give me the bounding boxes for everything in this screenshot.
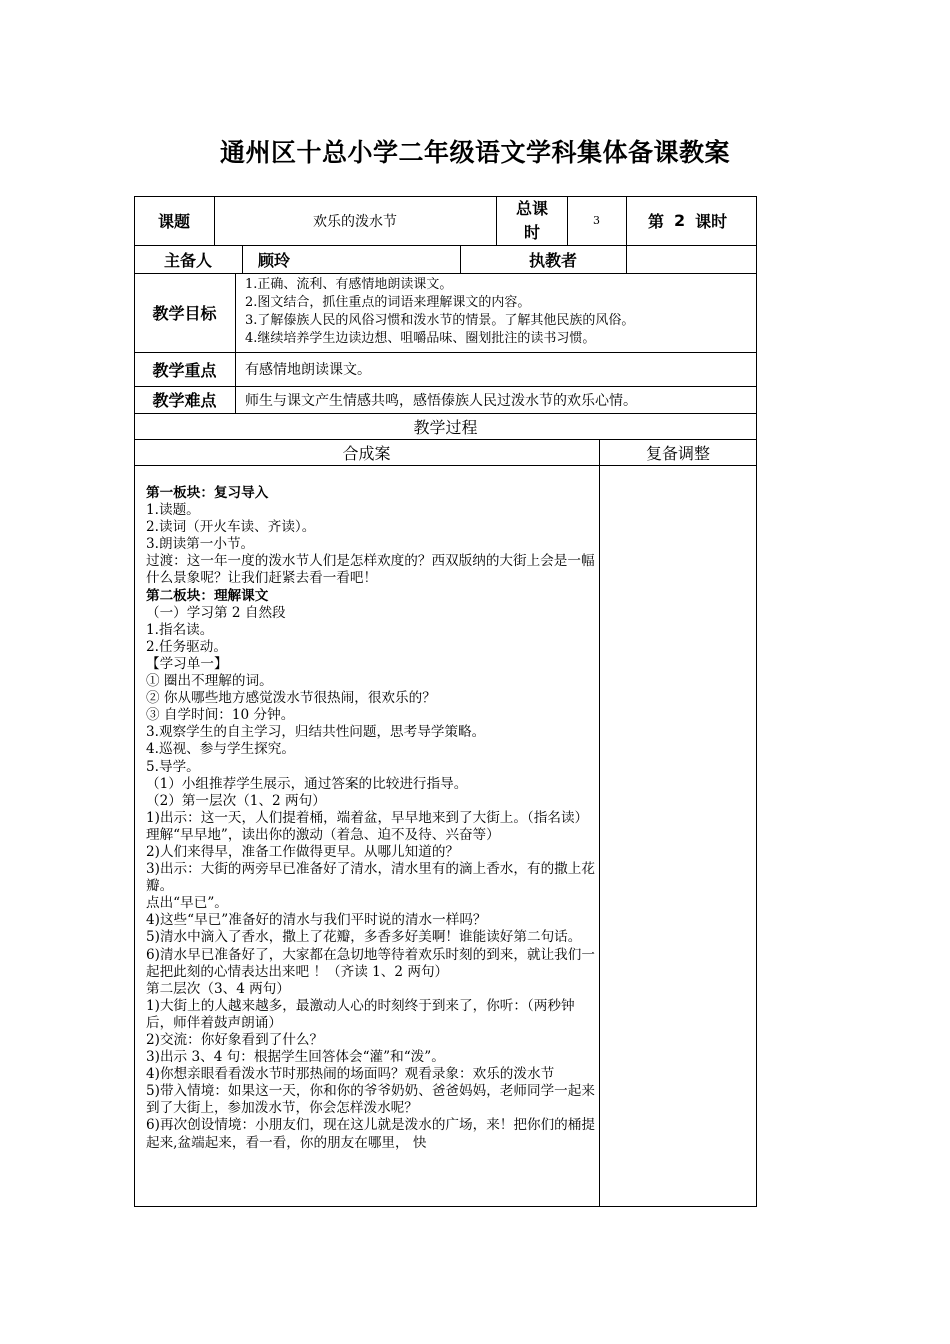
- total-lessons-value: 3: [593, 214, 600, 227]
- process-line: 2)人们来得早，准备工作做得更早。从哪儿知道的？: [146, 843, 460, 860]
- process-line: 3)出示 3、4 句：根据学生回答体会“灌”和“泼”。: [146, 1049, 445, 1066]
- process-line: 2.任务驱动。: [146, 638, 227, 655]
- process-line: 3.观察学生的自主学习，归结共性问题，思考导学策略。: [146, 724, 486, 741]
- process-line: 1)出示：这一天，人们提着桶，端着盆，早早地来到了大街上。（指名读）: [146, 809, 589, 826]
- process-line: 1.指名读。: [146, 621, 214, 638]
- section-heading: 第二板块：理解课文: [146, 587, 269, 604]
- process-line: 过渡：这一年一度的泼水节人们是怎样欢度的？西双版纳的大街上会是一幅什么景象呢？让我们赶紧去看一看吧！: [146, 553, 595, 587]
- preparer-value: 顾玲: [258, 250, 291, 270]
- section-heading: 第一板块：复习导入: [146, 485, 269, 501]
- col-divider: [599, 439, 600, 1207]
- process-content: [146, 485, 596, 1152]
- goal-item: 2.图文结合，抓住重点的词语来理解课文的内容。: [245, 295, 531, 310]
- column-combined-plan: 合成案: [342, 443, 391, 463]
- teacher-value: [626, 245, 757, 273]
- process-line: 4)这些“早已”准备好的清水与我们平时说的清水一样吗？: [146, 912, 487, 929]
- column-revision: 复备调整: [645, 443, 710, 463]
- process-line: 【学习单一】: [146, 655, 228, 672]
- process-line: 5)清水中滴入了香水，撒上了花瓣，多香多好美啊！谁能读好第二句话。: [146, 929, 582, 946]
- process-line: 5)带入情境：如果这一天，你和你的爷爷奶奶、爸爸妈妈，老师同学一起来到了大街上，参加泼水节，你会怎样泼水呢？: [146, 1083, 595, 1117]
- goals-label: 教学目标: [152, 304, 217, 323]
- process-line: ② 你从哪些地方感觉泼水节很热闹，很欢乐的？: [146, 690, 436, 707]
- preparer-label: 主备人: [163, 250, 212, 270]
- goal-item: 1.正确、流利、有感情地朗读课文。: [245, 277, 453, 292]
- row-divider: [134, 465, 757, 466]
- process-header: 教学过程: [413, 417, 478, 437]
- lesson-number: 第 2 课时: [648, 211, 728, 231]
- total-lessons-label: 总课时: [515, 199, 548, 242]
- process-line: 点出“早已”。: [146, 895, 228, 912]
- process-line: （一）学习第 2 自然段: [146, 604, 286, 621]
- process-line: 理解“早早地”，读出你的激动（着急、迫不及待、兴奋等）: [146, 826, 500, 843]
- topic-label: 课题: [157, 212, 190, 231]
- key-point-label: 教学重点: [152, 360, 217, 380]
- goals-list: [235, 272, 757, 352]
- process-line: 6)清水早已准备好了，大家都在急切地等待着欢乐时刻的到来，就让我们一起把此刻的心情表达出来吧 ！（齐读 1、2 两句）: [146, 946, 595, 980]
- difficulty-value: 师生与课文产生情感共鸣，感悟傣族人民过泼水节的欢乐心情。: [245, 392, 637, 409]
- process-line: 2.读词（开火车读、齐读）。: [146, 519, 316, 536]
- process-line: 3.朗读第一小节。: [146, 536, 255, 553]
- teacher-label: 执教者: [528, 250, 577, 270]
- process-line: 3)出示：大街的两旁早已准备好了清水，清水里有的滴上香水，有的撒上花瓣。: [146, 861, 595, 895]
- goal-item: 3.了解傣族人民的风俗习惯和泼水节的情景。了解其他民族的风俗。: [245, 313, 635, 328]
- process-line: ① 圈出不理解的词。: [146, 673, 273, 690]
- process-line: （2）第一层次（1、2 两句）: [146, 792, 326, 809]
- process-line: 5.导学。: [146, 758, 200, 775]
- process-line: 4.巡视、参与学生探究。: [146, 741, 295, 758]
- process-line: 6)再次创设情境：小朋友们，现在这儿就是泼水的广场，来！把你们的桶提起来,盆端起来，看一看，你的朋友在哪里， 快: [146, 1117, 595, 1151]
- process-line: ③ 自学时间：10 分钟。: [146, 707, 295, 724]
- difficulty-label: 教学难点: [152, 391, 217, 410]
- topic-value: 欢乐的泼水节: [313, 213, 397, 230]
- process-line: （1）小组推荐学生展示，通过答案的比较进行指导。: [146, 775, 468, 792]
- key-point-value: 有感情地朗读课文。: [245, 362, 371, 378]
- process-line: 2)交流：你好象看到了什么？: [146, 1032, 324, 1048]
- process-line: 4)你想亲眼看看泼水节时那热闹的场面吗？观看录象：欢乐的泼水节: [146, 1066, 555, 1083]
- process-line: 第二层次（3、4 两句）: [146, 980, 290, 997]
- process-line: 1.读题。: [146, 502, 200, 519]
- goal-item: 4.继续培养学生边读边想、咀嚼品味、圈划批注的读书习惯。: [245, 331, 596, 346]
- process-line: 1)大街上的人越来越多，最激动人心的时刻终于到来了，你听：（两秒钟后，师伴着鼓声朗诵）: [146, 997, 575, 1031]
- document-title: 通州区十总小学二年级语文学科集体备课教案: [219, 138, 730, 167]
